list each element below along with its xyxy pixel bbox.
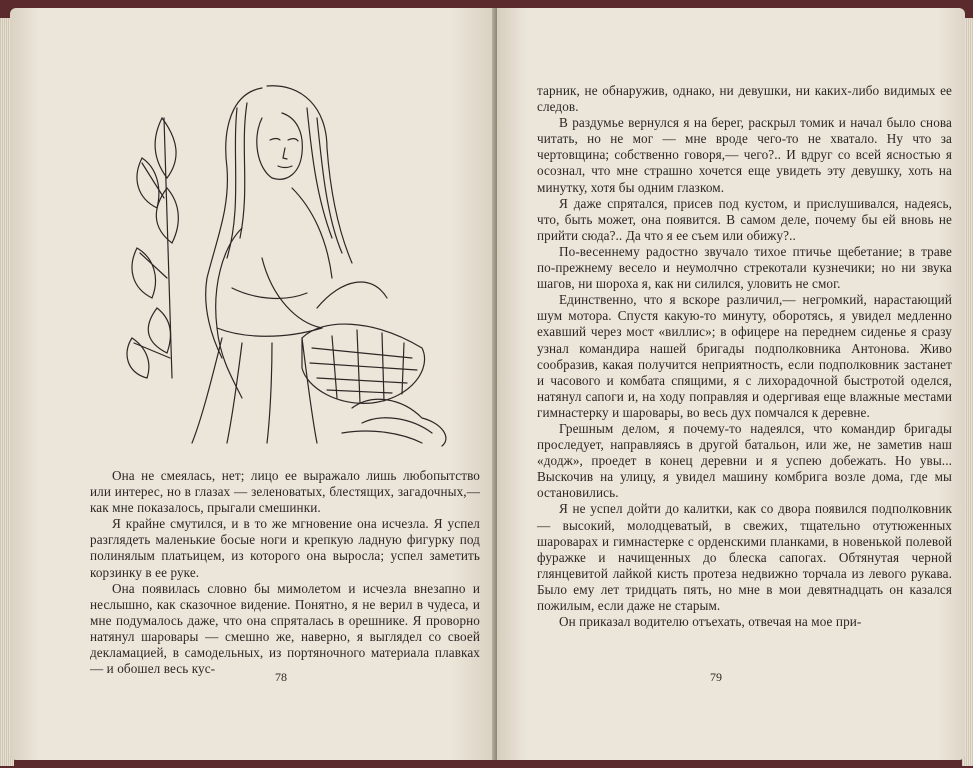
paragraph: По-весеннему радостно звучало тихое птичье щебетание; в траве по-прежнему весело и неумолчно стрекотали кузнечики; но ни звука шагов, ни шороха я, как ни силился, уловить не смог. [537,243,952,292]
paragraph: Я крайне смутился, и в то же мгновение она исчезла. Я успел разглядеть маленькие босые ноги и крепкую ладную фигурку под полинялым платьицем, из которого она выросла; успел заметить корзинку в ее руке. [90,516,480,580]
paragraph: Я даже спрятался, присев под кустом, и прислушивался, надеясь, что, быть может, она появится. В самом деле, почему бы ей вновь не прийти сюда?.. Да что я ее съем или обижу?.. [537,195,952,243]
paragraph: Он приказал водителю отъехать, отвечая на мое при- [559,614,862,630]
left-page-text [90,468,480,677]
right-page-text [537,83,952,630]
paragraph: тарник, не обнаружив, однако, ни девушки, ни каких-либо видимых ее следов. [537,83,952,115]
paragraph: В раздумье вернулся я на берег, раскрыл томик и начал было снова читать, но не мог — мне вроде чего-то не хватало. Ну что за чертовщина; собственно говоря,— чего?.. И вдруг со всей ясностью я осознал, что мне страшно хочется еще увидеть эту девушку, хоть на минутку, хотя бы одним глазком. [537,115,952,195]
right-page [497,8,965,760]
paragraph: Грешным делом, я почему-то надеялся, что командир бригады проследует, направляясь в другой батальон, или же, не заметив наш «додж», проедет в конец деревни и я успею добежать. Но увы... Выскочив на улицу, я увидел машину комбрига возле дома, где мы остановились. [537,420,952,501]
page-number: 78 [275,670,287,684]
paragraph: Я не успел дойти до калитки, как со двора появился подполковник — высокий, молодцеватый, в свежих, тщательно отутюженных шароварах и гимнастерке с орденскими планками, в новенькой полевой фуражке и начищенных до блеска сапогах. Обтянутая черной глянцевитой лайкой кисть протеза недвижно торчала из левого рукава. Было ему лет тридцать пять, но мне в мои девятнадцать он казался пожилым, если даже не старым. [537,501,952,613]
left-page [10,8,497,760]
girl-with-basket-illustration [122,78,452,448]
paragraph: Она появилась словно бы мимолетом и исчезла внезапно и неслышно, как сказочное видение. Понятно, я не верил в чудеса, и мне подумалось даже, что она спряталась в орешнике. Я проворно натянул шаровары — смешно же, наверно, я выглядел со своей декламацией, в самодельных, из портяночного материала плавках — и обошел весь кус- [90,580,480,677]
paragraph: Она не смеялась, нет; лицо ее выражало лишь любопытство или интерес, но в глазах — зеленоватых, блестящих, загадочных,— как мне показалось, прыгали смешинки. [90,468,480,516]
paragraph: Единственно, что я вскоре различил,— негромкий, нарастающий шум мотора. Спустя какую-то минуту, оборотясь, я увидел медленно ехавший через мост «виллис»; в офицере на переднем сиденье я сразу узнал командира нашей бригады подполковника Антонова. Живо сообразив, какая получится неприятность, если подполковник застанет и часового и комбата спящими, я с лихорадочной быстротой оделся, натянул сапоги и, на ходу поправляя и одергивая еще влажные местами гимнастерку и шаровары, во весь дух помчался к деревне. [537,292,952,420]
page-number: 79 [710,670,722,684]
open-book [0,8,973,768]
